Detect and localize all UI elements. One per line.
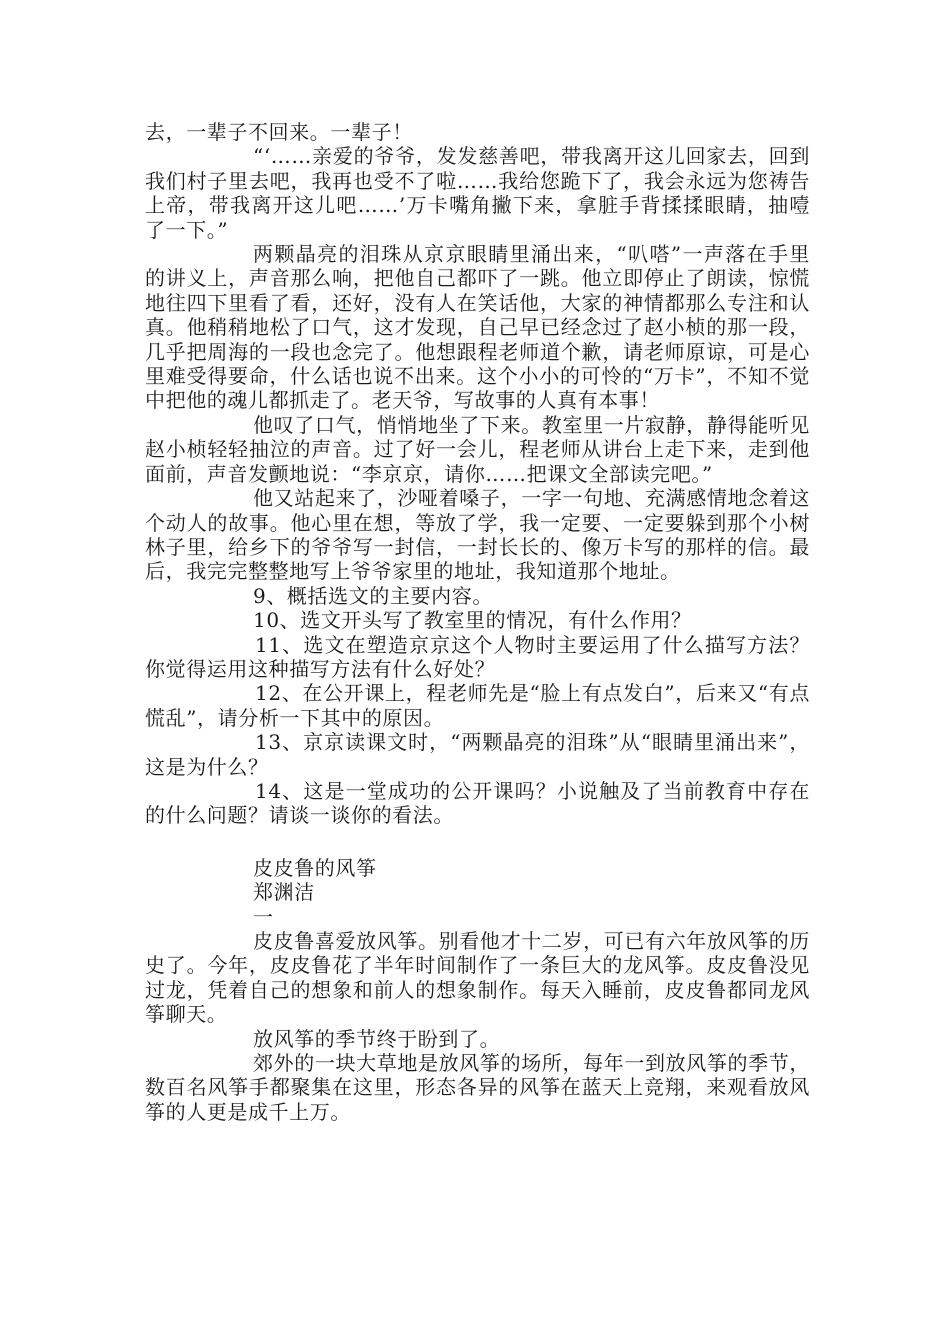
story-paragraph: 郊外的一块大草地是放风筝的场所，每年一到放风筝的季节，数百名风筝手都聚集在这里，形态各异的风筝在蓝天上竞翔，来观看放风筝的人更是成千上万。 [145, 1051, 810, 1124]
story-paragraph: 皮皮鲁喜爱放风筝。别看他才十二岁，可已有六年放风筝的历史了。今年，皮皮鲁花了半年时间制作了一条巨大的龙风筝。皮皮鲁没见过龙，凭着自己的想象和前人的想象制作。每天入睡前，皮皮鲁都同龙风筝聊天。 [145, 929, 810, 1027]
question-item: 13、京京读课文时，“两颗晶亮的泪珠”从“眼睛里涌出来”，这是为什么？ [145, 730, 810, 779]
story-title: 皮皮鲁的风筝 [253, 855, 377, 880]
story-paragraph: 他又站起来了，沙哑着嗓子，一字一句地、充满感情地念着这个动人的故事。他心里在想，等放了学，我一定要、一定要躲到那个小树林子里，给乡下的爷爷写一封信，一封长长的、像万卡写的那样的信。最后，我完完整整地写上爷爷家里的地址，我知道那个地址。 [145, 486, 810, 584]
question-item: 10、选文开头写了教室里的情况，有什么作用？ [253, 608, 692, 633]
question-item: 9、概括选文的主要内容。 [253, 583, 493, 608]
story-author: 郑渊洁 [253, 880, 315, 905]
story-paragraph: 去，一辈子不回来。一辈子！ [145, 120, 413, 144]
section-number: 一 [253, 904, 274, 929]
question-item: 12、在公开课上，程老师先是“脸上有点发白”，后来又“有点慌乱”，请分析一下其中的原因。 [145, 681, 810, 730]
story-paragraph: 放风筝的季节终于盼到了。 [253, 1026, 501, 1051]
story-paragraph: “‘……亲爱的爷爷，发发慈善吧，带我离开这儿回家去，回到我们村子里去吧，我再也受不了啦……我给您跪下了，我会永远为您祷告上帝，带我离开这儿吧……’万卡嘴角撇下来，拿脏手背揉揉眼睛，抽噎了一下。” [145, 144, 810, 242]
section-gap [145, 828, 810, 856]
question-item: 14、这是一堂成功的公开课吗？小说触及了当前教育中存在的什么问题？请谈一谈你的看法。 [145, 778, 810, 828]
story-paragraph: 他叹了口气，悄悄地坐了下来。教室里一片寂静，静得能听见赵小桢轻轻抽泣的声音。过了好一会儿，程老师从讲台上走下来，走到他面前，声音发颤地说：“李京京，请你……把课文全部读完吧。” [145, 412, 810, 486]
document-page [145, 120, 810, 1124]
question-item: 11、选文在塑造京京这个人物时主要运用了什么描写方法？你觉得运用这种描写方法有什么好处？ [145, 632, 810, 681]
story-paragraph: 两颗晶亮的泪珠从京京眼睛里涌出来，“叭嗒”一声落在手里的讲义上，声音那么响，把他自己都吓了一跳。他立即停止了朗读，惊慌地往四下里看了看，还好，没有人在笑话他，大家的神情都那么专注和认真。他稍稍地松了口气，这才发现，自己早已经念过了赵小桢的那一段，几乎把周海的一段也念完了。他想跟程老师道个歉，请老师原谅，可是心里难受得要命，什么话也说不出来。这个小小的可怜的“万卡”，不知不觉中把他的魂儿都抓走了。老天爷，写故事的人真有本事！ [145, 242, 810, 413]
